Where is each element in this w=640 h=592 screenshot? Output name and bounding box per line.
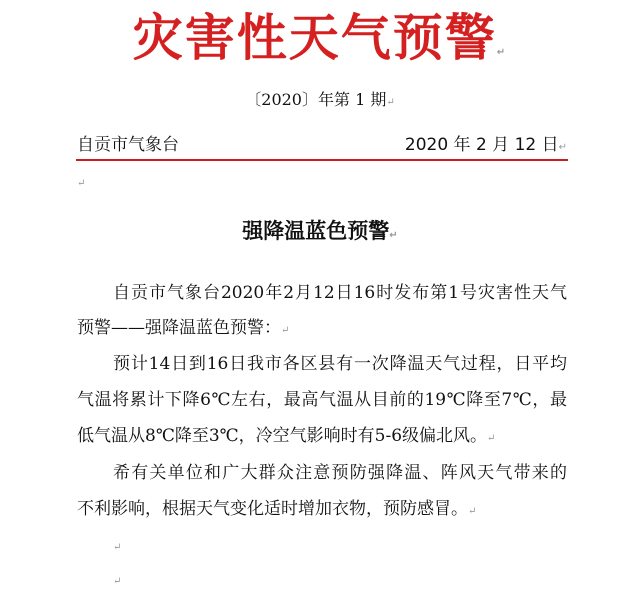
body-line xyxy=(77,424,567,451)
body-line: 气温将累计下降6℃左右，最高气温从目前的19℃降至7℃，最 xyxy=(77,390,567,410)
issue-text: 〔2020〕年第 1 期 xyxy=(245,90,387,109)
body-line: 自贡市气象台2020年2月12日16时发布第1号灾害性天气 xyxy=(113,283,567,303)
heading-text: 强降温蓝色预警 xyxy=(242,219,390,243)
body-line: 预计14日到16日我市各区县有一次降温天气过程，日平均 xyxy=(113,354,567,374)
paragraph-mark: ↵ xyxy=(558,142,567,153)
issue-date xyxy=(405,133,567,160)
issuer: 自贡市气象台 xyxy=(77,135,179,155)
line-text: 不利影响，根据天气变化适时增加衣物，预防感冒。 xyxy=(77,499,468,519)
paragraph-mark: ↵ xyxy=(113,576,122,587)
header-row xyxy=(77,133,567,160)
paragraph-mark: ↵ xyxy=(281,325,290,336)
line-text: 预警——强降温蓝色预警： xyxy=(77,318,281,338)
paragraph-mark: ↵ xyxy=(496,47,508,58)
body-line: 希有关单位和广大群众注意预防强降温、阵风天气带来的 xyxy=(113,463,567,483)
warning-heading xyxy=(0,216,640,251)
body-line xyxy=(77,497,567,524)
red-divider xyxy=(76,159,568,161)
paragraph-mark: ↵ xyxy=(389,230,398,241)
paragraph-mark: ↵ xyxy=(468,506,477,517)
paragraph-mark: ↵ xyxy=(77,178,86,189)
title-text: 灾害性天气预警 xyxy=(132,9,497,67)
body-line xyxy=(77,316,567,343)
issue-number xyxy=(0,88,640,115)
paragraph-mark: ↵ xyxy=(113,542,122,553)
line-text: 低气温从8℃降至3℃，冷空气影响时有5-6级偏北风。 xyxy=(77,426,488,446)
date-text: 2020 年 2 月 12 日 xyxy=(404,135,559,155)
document-title xyxy=(0,8,640,83)
paragraph-mark: ↵ xyxy=(386,97,395,108)
paragraph-mark: ↵ xyxy=(487,433,496,444)
